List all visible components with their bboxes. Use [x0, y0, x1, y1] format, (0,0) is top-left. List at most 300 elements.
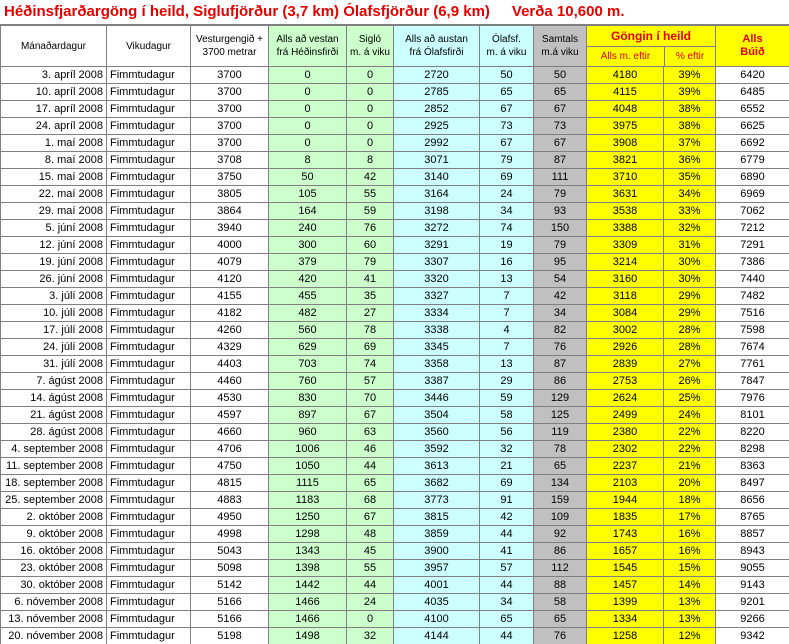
cell-weekday[interactable]: Fimmtudagur — [107, 458, 191, 475]
cell-total-done[interactable]: 8656 — [716, 492, 789, 509]
cell-remaining-pct[interactable]: 36% — [664, 152, 716, 169]
cell-remaining-m[interactable]: 3908 — [587, 135, 664, 152]
cell-weekday[interactable]: Fimmtudagur — [107, 220, 191, 237]
cell-west-total[interactable]: 300 — [269, 237, 347, 254]
cell-east-total[interactable]: 3327 — [394, 288, 480, 305]
cell-remaining-pct[interactable]: 38% — [664, 118, 716, 135]
cell-weekday[interactable]: Fimmtudagur — [107, 509, 191, 526]
cell-remaining-pct[interactable]: 28% — [664, 322, 716, 339]
cell-remaining-m[interactable]: 2302 — [587, 441, 664, 458]
cell-east-total[interactable]: 2992 — [394, 135, 480, 152]
cell-west-total[interactable]: 1498 — [269, 628, 347, 644]
cell-west-total[interactable]: 1466 — [269, 611, 347, 628]
cell-date[interactable]: 13. nóvember 2008 — [1, 611, 107, 628]
cell-weekday[interactable]: Fimmtudagur — [107, 271, 191, 288]
cell-siglo[interactable]: 24 — [347, 594, 394, 611]
cell-remaining-m[interactable]: 1258 — [587, 628, 664, 644]
cell-east-total[interactable]: 3859 — [394, 526, 480, 543]
cell-siglo[interactable]: 69 — [347, 339, 394, 356]
cell-west-total[interactable]: 50 — [269, 169, 347, 186]
cell-samtals[interactable]: 119 — [534, 424, 587, 441]
cell-samtals[interactable]: 129 — [534, 390, 587, 407]
cell-west-total[interactable]: 1250 — [269, 509, 347, 526]
cell-samtals[interactable]: 73 — [534, 118, 587, 135]
cell-remaining-m[interactable]: 3821 — [587, 152, 664, 169]
cell-total-done[interactable]: 8765 — [716, 509, 789, 526]
header-west[interactable]: Vesturgengið + 3700 metrar — [191, 26, 269, 67]
cell-weekday[interactable]: Fimmtudagur — [107, 373, 191, 390]
cell-remaining-m[interactable]: 2237 — [587, 458, 664, 475]
cell-olafsf[interactable]: 65 — [480, 84, 534, 101]
cell-west[interactable]: 3805 — [191, 186, 269, 203]
cell-west[interactable]: 4597 — [191, 407, 269, 424]
cell-samtals[interactable]: 125 — [534, 407, 587, 424]
cell-siglo[interactable]: 70 — [347, 390, 394, 407]
cell-weekday[interactable]: Fimmtudagur — [107, 475, 191, 492]
cell-siglo[interactable]: 0 — [347, 118, 394, 135]
cell-west[interactable]: 5098 — [191, 560, 269, 577]
cell-date[interactable]: 2. október 2008 — [1, 509, 107, 526]
cell-west-total[interactable]: 1115 — [269, 475, 347, 492]
cell-remaining-pct[interactable]: 28% — [664, 339, 716, 356]
cell-weekday[interactable]: Fimmtudagur — [107, 543, 191, 560]
cell-siglo[interactable]: 27 — [347, 305, 394, 322]
cell-east-total[interactable]: 3815 — [394, 509, 480, 526]
cell-date[interactable]: 10. júlí 2008 — [1, 305, 107, 322]
cell-olafsf[interactable]: 19 — [480, 237, 534, 254]
cell-date[interactable]: 22. maí 2008 — [1, 186, 107, 203]
cell-west[interactable]: 4815 — [191, 475, 269, 492]
cell-remaining-m[interactable]: 4048 — [587, 101, 664, 118]
cell-west[interactable]: 5166 — [191, 594, 269, 611]
cell-date[interactable]: 21. ágúst 2008 — [1, 407, 107, 424]
cell-remaining-pct[interactable]: 39% — [664, 67, 716, 84]
cell-remaining-m[interactable]: 3118 — [587, 288, 664, 305]
cell-siglo[interactable]: 76 — [347, 220, 394, 237]
cell-date[interactable]: 29. maí 2008 — [1, 203, 107, 220]
cell-samtals[interactable]: 111 — [534, 169, 587, 186]
header-date[interactable]: Mánaðardagur — [1, 26, 107, 67]
cell-samtals[interactable]: 50 — [534, 67, 587, 84]
cell-samtals[interactable]: 34 — [534, 305, 587, 322]
cell-remaining-pct[interactable]: 25% — [664, 390, 716, 407]
cell-samtals[interactable]: 109 — [534, 509, 587, 526]
cell-west-total[interactable]: 703 — [269, 356, 347, 373]
cell-east-total[interactable]: 3320 — [394, 271, 480, 288]
cell-samtals[interactable]: 87 — [534, 356, 587, 373]
cell-total-done[interactable]: 8497 — [716, 475, 789, 492]
cell-total-done[interactable]: 7976 — [716, 390, 789, 407]
cell-total-done[interactable]: 7482 — [716, 288, 789, 305]
cell-remaining-m[interactable]: 3214 — [587, 254, 664, 271]
header-alls[interactable]: Alls Búið — [716, 26, 789, 67]
header-samtals[interactable]: Samtals m.á viku — [534, 26, 587, 67]
cell-date[interactable]: 1. maí 2008 — [1, 135, 107, 152]
cell-total-done[interactable]: 7847 — [716, 373, 789, 390]
cell-remaining-pct[interactable]: 13% — [664, 594, 716, 611]
cell-samtals[interactable]: 65 — [534, 458, 587, 475]
cell-olafsf[interactable]: 73 — [480, 118, 534, 135]
header-west-total[interactable]: Alls að vestan frá Héðinsfirði — [269, 26, 347, 67]
cell-siglo[interactable]: 48 — [347, 526, 394, 543]
cell-east-total[interactable]: 3164 — [394, 186, 480, 203]
cell-weekday[interactable]: Fimmtudagur — [107, 356, 191, 373]
cell-remaining-m[interactable]: 3002 — [587, 322, 664, 339]
cell-west[interactable]: 4000 — [191, 237, 269, 254]
cell-total-done[interactable]: 6969 — [716, 186, 789, 203]
cell-west-total[interactable]: 830 — [269, 390, 347, 407]
cell-remaining-m[interactable]: 4180 — [587, 67, 664, 84]
cell-remaining-m[interactable]: 1944 — [587, 492, 664, 509]
cell-west[interactable]: 4460 — [191, 373, 269, 390]
cell-west[interactable]: 3700 — [191, 101, 269, 118]
cell-date[interactable]: 26. júní 2008 — [1, 271, 107, 288]
cell-olafsf[interactable]: 44 — [480, 526, 534, 543]
cell-remaining-m[interactable]: 2624 — [587, 390, 664, 407]
cell-olafsf[interactable]: 34 — [480, 594, 534, 611]
cell-olafsf[interactable]: 57 — [480, 560, 534, 577]
cell-west-total[interactable]: 560 — [269, 322, 347, 339]
cell-weekday[interactable]: Fimmtudagur — [107, 492, 191, 509]
cell-west[interactable]: 3700 — [191, 84, 269, 101]
cell-east-total[interactable]: 3140 — [394, 169, 480, 186]
cell-west-total[interactable]: 629 — [269, 339, 347, 356]
cell-east-total[interactable]: 3291 — [394, 237, 480, 254]
cell-east-total[interactable]: 3338 — [394, 322, 480, 339]
header-weekday[interactable]: Vikudagur — [107, 26, 191, 67]
cell-samtals[interactable]: 78 — [534, 441, 587, 458]
cell-remaining-m[interactable]: 2380 — [587, 424, 664, 441]
header-gongin[interactable]: Göngin í heild Alls m. eftir % eftir — [587, 26, 716, 67]
cell-date[interactable]: 28. ágúst 2008 — [1, 424, 107, 441]
cell-remaining-m[interactable]: 3975 — [587, 118, 664, 135]
cell-weekday[interactable]: Fimmtudagur — [107, 424, 191, 441]
cell-weekday[interactable]: Fimmtudagur — [107, 118, 191, 135]
cell-west[interactable]: 3750 — [191, 169, 269, 186]
cell-total-done[interactable]: 6779 — [716, 152, 789, 169]
cell-olafsf[interactable]: 24 — [480, 186, 534, 203]
cell-olafsf[interactable]: 74 — [480, 220, 534, 237]
cell-remaining-pct[interactable]: 16% — [664, 526, 716, 543]
cell-date[interactable]: 6. nóvember 2008 — [1, 594, 107, 611]
cell-remaining-pct[interactable]: 39% — [664, 84, 716, 101]
cell-weekday[interactable]: Fimmtudagur — [107, 67, 191, 84]
cell-west-total[interactable]: 0 — [269, 101, 347, 118]
cell-olafsf[interactable]: 58 — [480, 407, 534, 424]
cell-west-total[interactable]: 420 — [269, 271, 347, 288]
cell-olafsf[interactable]: 13 — [480, 356, 534, 373]
cell-olafsf[interactable]: 67 — [480, 101, 534, 118]
cell-date[interactable]: 9. október 2008 — [1, 526, 107, 543]
cell-west[interactable]: 5043 — [191, 543, 269, 560]
cell-remaining-pct[interactable]: 18% — [664, 492, 716, 509]
cell-siglo[interactable]: 42 — [347, 169, 394, 186]
cell-remaining-pct[interactable]: 31% — [664, 237, 716, 254]
cell-samtals[interactable]: 150 — [534, 220, 587, 237]
cell-remaining-pct[interactable]: 27% — [664, 356, 716, 373]
cell-total-done[interactable]: 8363 — [716, 458, 789, 475]
cell-east-total[interactable]: 3387 — [394, 373, 480, 390]
cell-olafsf[interactable]: 32 — [480, 441, 534, 458]
cell-west-total[interactable]: 0 — [269, 67, 347, 84]
cell-samtals[interactable]: 82 — [534, 322, 587, 339]
cell-west-total[interactable]: 760 — [269, 373, 347, 390]
cell-olafsf[interactable]: 34 — [480, 203, 534, 220]
cell-date[interactable]: 14. ágúst 2008 — [1, 390, 107, 407]
cell-west[interactable]: 4182 — [191, 305, 269, 322]
cell-east-total[interactable]: 3334 — [394, 305, 480, 322]
cell-west-total[interactable]: 455 — [269, 288, 347, 305]
cell-siglo[interactable]: 79 — [347, 254, 394, 271]
cell-weekday[interactable]: Fimmtudagur — [107, 560, 191, 577]
cell-samtals[interactable]: 134 — [534, 475, 587, 492]
cell-olafsf[interactable]: 69 — [480, 475, 534, 492]
cell-west-total[interactable]: 240 — [269, 220, 347, 237]
cell-olafsf[interactable]: 7 — [480, 305, 534, 322]
cell-east-total[interactable]: 3446 — [394, 390, 480, 407]
cell-weekday[interactable]: Fimmtudagur — [107, 322, 191, 339]
cell-west-total[interactable]: 105 — [269, 186, 347, 203]
cell-siglo[interactable]: 78 — [347, 322, 394, 339]
cell-samtals[interactable]: 58 — [534, 594, 587, 611]
cell-samtals[interactable]: 65 — [534, 84, 587, 101]
cell-weekday[interactable]: Fimmtudagur — [107, 169, 191, 186]
cell-total-done[interactable]: 7291 — [716, 237, 789, 254]
cell-siglo[interactable]: 57 — [347, 373, 394, 390]
cell-west[interactable]: 3700 — [191, 135, 269, 152]
cell-east-total[interactable]: 4100 — [394, 611, 480, 628]
cell-date[interactable]: 3. júlí 2008 — [1, 288, 107, 305]
cell-total-done[interactable]: 9201 — [716, 594, 789, 611]
cell-remaining-m[interactable]: 1545 — [587, 560, 664, 577]
cell-remaining-pct[interactable]: 30% — [664, 254, 716, 271]
cell-total-done[interactable]: 7761 — [716, 356, 789, 373]
cell-east-total[interactable]: 4035 — [394, 594, 480, 611]
cell-siglo[interactable]: 68 — [347, 492, 394, 509]
cell-west[interactable]: 4750 — [191, 458, 269, 475]
cell-siglo[interactable]: 32 — [347, 628, 394, 644]
cell-east-total[interactable]: 3272 — [394, 220, 480, 237]
cell-remaining-pct[interactable]: 29% — [664, 288, 716, 305]
cell-date[interactable]: 23. október 2008 — [1, 560, 107, 577]
cell-remaining-pct[interactable]: 22% — [664, 441, 716, 458]
cell-west[interactable]: 3864 — [191, 203, 269, 220]
header-siglo[interactable]: Sigló m. á viku — [347, 26, 394, 67]
cell-remaining-m[interactable]: 1657 — [587, 543, 664, 560]
cell-total-done[interactable]: 9143 — [716, 577, 789, 594]
cell-weekday[interactable]: Fimmtudagur — [107, 135, 191, 152]
cell-olafsf[interactable]: 13 — [480, 271, 534, 288]
cell-west-total[interactable]: 8 — [269, 152, 347, 169]
cell-east-total[interactable]: 3613 — [394, 458, 480, 475]
cell-siglo[interactable]: 60 — [347, 237, 394, 254]
cell-remaining-pct[interactable]: 30% — [664, 271, 716, 288]
cell-west-total[interactable]: 960 — [269, 424, 347, 441]
cell-date[interactable]: 15. maí 2008 — [1, 169, 107, 186]
cell-olafsf[interactable]: 4 — [480, 322, 534, 339]
cell-weekday[interactable]: Fimmtudagur — [107, 305, 191, 322]
cell-remaining-m[interactable]: 1743 — [587, 526, 664, 543]
cell-date[interactable]: 31. júlí 2008 — [1, 356, 107, 373]
cell-remaining-m[interactable]: 2499 — [587, 407, 664, 424]
cell-samtals[interactable]: 88 — [534, 577, 587, 594]
cell-east-total[interactable]: 3560 — [394, 424, 480, 441]
cell-weekday[interactable]: Fimmtudagur — [107, 152, 191, 169]
cell-total-done[interactable]: 8298 — [716, 441, 789, 458]
cell-siglo[interactable]: 74 — [347, 356, 394, 373]
cell-samtals[interactable]: 76 — [534, 339, 587, 356]
cell-total-done[interactable]: 9342 — [716, 628, 789, 644]
cell-total-done[interactable]: 8220 — [716, 424, 789, 441]
cell-remaining-pct[interactable]: 33% — [664, 203, 716, 220]
cell-west-total[interactable]: 379 — [269, 254, 347, 271]
cell-samtals[interactable]: 76 — [534, 628, 587, 644]
cell-total-done[interactable]: 6420 — [716, 67, 789, 84]
cell-olafsf[interactable]: 42 — [480, 509, 534, 526]
cell-east-total[interactable]: 4001 — [394, 577, 480, 594]
cell-samtals[interactable]: 87 — [534, 152, 587, 169]
cell-total-done[interactable]: 9055 — [716, 560, 789, 577]
cell-east-total[interactable]: 2925 — [394, 118, 480, 135]
cell-total-done[interactable]: 6692 — [716, 135, 789, 152]
cell-total-done[interactable]: 6485 — [716, 84, 789, 101]
cell-east-total[interactable]: 3345 — [394, 339, 480, 356]
cell-date[interactable]: 11. september 2008 — [1, 458, 107, 475]
cell-weekday[interactable]: Fimmtudagur — [107, 186, 191, 203]
cell-total-done[interactable]: 7212 — [716, 220, 789, 237]
cell-weekday[interactable]: Fimmtudagur — [107, 441, 191, 458]
cell-date[interactable]: 8. maí 2008 — [1, 152, 107, 169]
cell-weekday[interactable]: Fimmtudagur — [107, 254, 191, 271]
cell-west-total[interactable]: 1298 — [269, 526, 347, 543]
cell-date[interactable]: 24. apríl 2008 — [1, 118, 107, 135]
cell-samtals[interactable]: 42 — [534, 288, 587, 305]
cell-siglo[interactable]: 46 — [347, 441, 394, 458]
cell-siglo[interactable]: 55 — [347, 560, 394, 577]
cell-olafsf[interactable]: 44 — [480, 628, 534, 644]
cell-date[interactable]: 30. október 2008 — [1, 577, 107, 594]
cell-siglo[interactable]: 45 — [347, 543, 394, 560]
cell-date[interactable]: 7. ágúst 2008 — [1, 373, 107, 390]
cell-remaining-m[interactable]: 3631 — [587, 186, 664, 203]
cell-remaining-pct[interactable]: 12% — [664, 628, 716, 644]
cell-siglo[interactable]: 35 — [347, 288, 394, 305]
cell-west-total[interactable]: 1466 — [269, 594, 347, 611]
cell-west[interactable]: 4883 — [191, 492, 269, 509]
cell-remaining-pct[interactable]: 29% — [664, 305, 716, 322]
cell-weekday[interactable]: Fimmtudagur — [107, 237, 191, 254]
cell-east-total[interactable]: 3773 — [394, 492, 480, 509]
cell-siglo[interactable]: 0 — [347, 611, 394, 628]
cell-date[interactable]: 24. júlí 2008 — [1, 339, 107, 356]
cell-remaining-pct[interactable]: 34% — [664, 186, 716, 203]
cell-east-total[interactable]: 2785 — [394, 84, 480, 101]
cell-east-total[interactable]: 3071 — [394, 152, 480, 169]
sheet-title-row[interactable] — [0, 0, 789, 25]
cell-west-total[interactable]: 1442 — [269, 577, 347, 594]
cell-samtals[interactable]: 86 — [534, 543, 587, 560]
cell-weekday[interactable]: Fimmtudagur — [107, 84, 191, 101]
cell-west-total[interactable]: 1050 — [269, 458, 347, 475]
cell-west-total[interactable]: 482 — [269, 305, 347, 322]
cell-samtals[interactable]: 79 — [534, 237, 587, 254]
cell-date[interactable]: 16. október 2008 — [1, 543, 107, 560]
cell-total-done[interactable]: 8857 — [716, 526, 789, 543]
cell-remaining-pct[interactable]: 26% — [664, 373, 716, 390]
cell-east-total[interactable]: 3592 — [394, 441, 480, 458]
cell-west[interactable]: 4155 — [191, 288, 269, 305]
cell-siglo[interactable]: 0 — [347, 135, 394, 152]
cell-remaining-m[interactable]: 4115 — [587, 84, 664, 101]
cell-west-total[interactable]: 1343 — [269, 543, 347, 560]
cell-olafsf[interactable]: 7 — [480, 288, 534, 305]
cell-west[interactable]: 3708 — [191, 152, 269, 169]
cell-weekday[interactable]: Fimmtudagur — [107, 101, 191, 118]
cell-date[interactable]: 12. júní 2008 — [1, 237, 107, 254]
cell-samtals[interactable]: 86 — [534, 373, 587, 390]
cell-samtals[interactable]: 67 — [534, 135, 587, 152]
cell-siglo[interactable]: 8 — [347, 152, 394, 169]
cell-west[interactable]: 4950 — [191, 509, 269, 526]
cell-weekday[interactable]: Fimmtudagur — [107, 407, 191, 424]
cell-remaining-pct[interactable]: 35% — [664, 169, 716, 186]
cell-weekday[interactable]: Fimmtudagur — [107, 203, 191, 220]
cell-remaining-m[interactable]: 3309 — [587, 237, 664, 254]
cell-date[interactable]: 3. apríl 2008 — [1, 67, 107, 84]
cell-west[interactable]: 3940 — [191, 220, 269, 237]
cell-siglo[interactable]: 67 — [347, 407, 394, 424]
cell-siglo[interactable]: 44 — [347, 458, 394, 475]
cell-total-done[interactable]: 7062 — [716, 203, 789, 220]
cell-olafsf[interactable]: 69 — [480, 169, 534, 186]
cell-west[interactable]: 4260 — [191, 322, 269, 339]
cell-total-done[interactable]: 7386 — [716, 254, 789, 271]
cell-date[interactable]: 5. júní 2008 — [1, 220, 107, 237]
cell-samtals[interactable]: 95 — [534, 254, 587, 271]
cell-samtals[interactable]: 54 — [534, 271, 587, 288]
cell-west[interactable]: 4706 — [191, 441, 269, 458]
cell-remaining-m[interactable]: 2753 — [587, 373, 664, 390]
cell-remaining-m[interactable]: 1399 — [587, 594, 664, 611]
cell-east-total[interactable]: 4144 — [394, 628, 480, 644]
cell-west-total[interactable]: 0 — [269, 118, 347, 135]
cell-remaining-pct[interactable]: 22% — [664, 424, 716, 441]
cell-weekday[interactable]: Fimmtudagur — [107, 526, 191, 543]
cell-siglo[interactable]: 65 — [347, 475, 394, 492]
cell-remaining-pct[interactable]: 13% — [664, 611, 716, 628]
cell-olafsf[interactable]: 50 — [480, 67, 534, 84]
cell-weekday[interactable]: Fimmtudagur — [107, 288, 191, 305]
cell-east-total[interactable]: 3358 — [394, 356, 480, 373]
cell-samtals[interactable]: 93 — [534, 203, 587, 220]
cell-remaining-pct[interactable]: 37% — [664, 135, 716, 152]
cell-total-done[interactable]: 6552 — [716, 101, 789, 118]
cell-west[interactable]: 4403 — [191, 356, 269, 373]
cell-remaining-m[interactable]: 2839 — [587, 356, 664, 373]
cell-west-total[interactable]: 0 — [269, 84, 347, 101]
cell-west-total[interactable]: 164 — [269, 203, 347, 220]
cell-east-total[interactable]: 3900 — [394, 543, 480, 560]
cell-total-done[interactable]: 8943 — [716, 543, 789, 560]
cell-samtals[interactable]: 67 — [534, 101, 587, 118]
cell-remaining-pct[interactable]: 38% — [664, 101, 716, 118]
cell-olafsf[interactable]: 56 — [480, 424, 534, 441]
cell-remaining-m[interactable]: 3538 — [587, 203, 664, 220]
cell-date[interactable]: 19. júní 2008 — [1, 254, 107, 271]
cell-olafsf[interactable]: 44 — [480, 577, 534, 594]
cell-samtals[interactable]: 79 — [534, 186, 587, 203]
cell-olafsf[interactable]: 67 — [480, 135, 534, 152]
